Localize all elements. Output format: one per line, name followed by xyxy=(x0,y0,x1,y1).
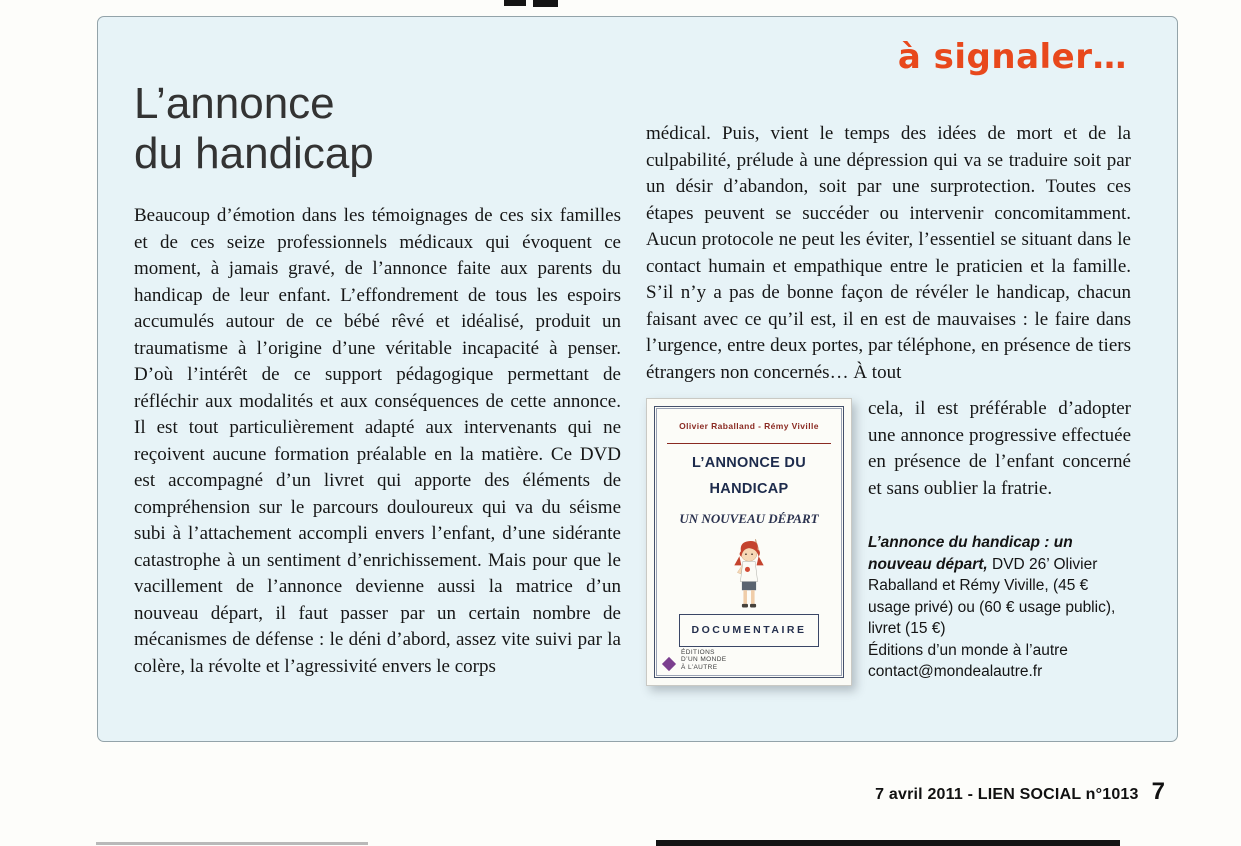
publisher-line2: D’UN MONDE xyxy=(681,656,727,663)
dvd-cover-illustration-girl xyxy=(690,536,808,612)
publisher-line1: ÉDITIONS xyxy=(681,648,715,656)
scan-artifact xyxy=(656,840,1120,846)
dvd-cover-inner xyxy=(654,406,844,678)
publisher-line3: À L’AUTRE xyxy=(681,663,718,671)
dvd-cover-subtitle: UN NOUVEAU DÉPART xyxy=(679,510,819,526)
dvd-cover-authors: Olivier Raballand - Rémy Viville xyxy=(667,413,831,444)
section-tagline: à signaler… xyxy=(897,37,1127,77)
article-paragraph-right-wrap: cela, il est préférable d’adopter une annonce progressive effectuée en présence de l’enfant concerné et sans oublier la fratrie. xyxy=(868,398,1131,499)
article-title-line2: du handicap xyxy=(134,129,374,179)
article-panel xyxy=(97,16,1178,742)
article-title xyxy=(134,79,374,179)
article-column-right xyxy=(646,121,1131,690)
dvd-cover-publisher-block xyxy=(660,647,838,673)
issue-and-date: 7 avril 2011 - LIEN SOCIAL n°1013 xyxy=(875,786,1139,803)
page-footer xyxy=(875,778,1165,806)
dvd-cover-title: L’ANNONCE DU HANDICAP xyxy=(692,454,806,497)
page-number: 7 xyxy=(1151,778,1165,805)
scan-artifact xyxy=(504,0,526,6)
article-column-left xyxy=(134,203,621,680)
article-paragraph-left: Beaucoup d’émotion dans les témoignages de ces six familles et de ces seize professionnels médicaux qui évoquent ce moment, à jamais gravé, de l’annonce faite aux parents du handicap de leur enfant. L’effondrement de tous les espoirs accumulés autour de ce bébé rêvé et idéalisé, produit un traumatisme à l’origine d’une véritable incapacité à penser. D’où l’intérêt de ce support pédagogique permettant de réfléchir aux modalités et aux conséquences de cette annonce. Il est tout particulièrement adapté aux intervenants qui ne reçoivent aucune formation préalable en la matière. Ce DVD est accompagné d’un livret qui apporte des éléments de compréhension sur le parcours douloureux qui va du séisme subi à l’attachement accompli envers l’enfant, d’une sidérante catastrophe à un sentiment d’enrichissement. Mais pour que le vacillement de l’annonce devienne aussi la matrice d’un nouveau départ, il faut passer par un certain nombre de mécanismes de défense : le déni d’abord, assez vite suivi par la colère, la révolte et l’agressivité envers le corps xyxy=(134,205,621,677)
image-text-wrap xyxy=(646,396,1131,683)
article-paragraph-right-top: médical. Puis, vient le temps des idées de mort et de la culpabilité, prélude à une dépression qui va se traduire soit par un désir d’abandon, soit par une surprotection. Toutes ces étapes peuvent se succéder ou intervenir concomitamment. Aucun protocole ne peut les éviter, l’essentiel se situant dans le contact humain et empathique entre le praticien et la famille. S’il n’y a pas de bonne façon de révéler le handicap, chacun faisant avec ce qu’il est, il en est de mauvaises : le faire dans l’urgence, entre deux portes, par téléphone, en présence de tiers étrangers non concernés… À tout xyxy=(646,123,1131,383)
caption-details: DVD 26’ Olivier Raballand et Rémy Viville, (45 € usage privé) ou (60 € usage public), livret (15 €) xyxy=(868,555,1116,637)
dvd-cover-publisher-text xyxy=(681,649,727,672)
caption-title: L’annonce du handicap : un nouveau départ, xyxy=(868,534,1073,573)
scan-artifact xyxy=(96,842,368,845)
dvd-cover-genre-label: DOCUMENTAIRE xyxy=(679,614,820,647)
scan-artifact xyxy=(533,0,558,7)
article-title-line1: L’annonce xyxy=(134,79,335,128)
dvd-cover-image xyxy=(646,398,852,686)
caption-publisher: Éditions d’un monde à l’autre xyxy=(868,641,1068,659)
publisher-logo-icon xyxy=(662,657,676,671)
caption-contact-email: contact@mondealautre.fr xyxy=(868,663,1043,680)
